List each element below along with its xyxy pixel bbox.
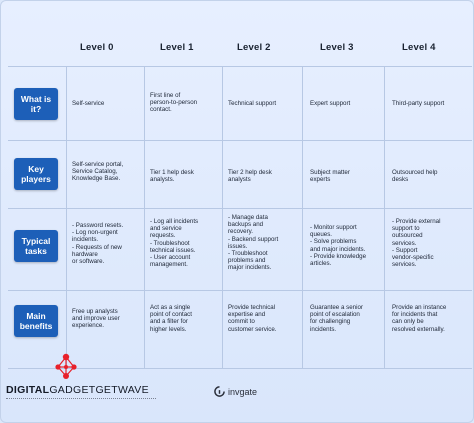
cell-players-level-3: Subject matter experts bbox=[310, 169, 350, 184]
row-divider bbox=[8, 290, 472, 291]
row-label-what-is-it: What is it? bbox=[14, 88, 58, 120]
cell-benefits-level-4: Provide an instance for incidents that can only be resolved externally. bbox=[392, 304, 447, 333]
column-divider bbox=[302, 66, 303, 368]
cell-benefits-level-1: Act as a single point of contact and a filter for higher levels. bbox=[150, 304, 192, 333]
cell-players-level-2: Tier 2 help desk analysts bbox=[228, 169, 272, 184]
row-divider bbox=[8, 140, 472, 141]
cell-what-level-0: Self-service bbox=[72, 100, 105, 107]
cell-what-level-1: First line of person-to-person contact. bbox=[150, 92, 198, 114]
column-header-level-3: Level 3 bbox=[320, 42, 354, 53]
cell-what-level-3: Expert support bbox=[310, 100, 351, 107]
column-divider bbox=[384, 66, 385, 368]
cell-players-level-4: Outsourced help desks bbox=[392, 169, 438, 184]
cell-tasks-level-1: - Log all incidents and service requests. - Troubleshoot technical issues. - User account management. bbox=[150, 218, 199, 269]
cell-players-level-0: Self-service portal, Service Catalog, Knowledge Base. bbox=[72, 161, 124, 183]
invgate-logo bbox=[214, 386, 257, 397]
row-label-typical-tasks: Typical tasks bbox=[14, 230, 58, 262]
cell-tasks-level-2: - Manage data backups and recovery. - Backend support issues. - Troubleshoot problems and major incidents. bbox=[228, 214, 279, 272]
column-divider bbox=[222, 66, 223, 368]
column-divider bbox=[144, 66, 145, 368]
invgate-mark-icon bbox=[214, 386, 225, 397]
column-divider bbox=[66, 66, 67, 368]
cell-what-level-2: Technical support bbox=[228, 100, 277, 107]
molecule-logo-icon bbox=[52, 352, 80, 382]
cell-tasks-level-3: - Monitor support queues. - Solve problems and major incidents. - Provide knowledge articles. bbox=[310, 224, 367, 268]
column-header-level-2: Level 2 bbox=[237, 42, 271, 53]
row-divider bbox=[8, 208, 472, 209]
invgate-wordmark: invgate bbox=[228, 386, 258, 397]
column-header-level-4: Level 4 bbox=[402, 42, 436, 53]
column-header-level-0: Level 0 bbox=[80, 42, 114, 53]
row-label-key-players: Key players bbox=[14, 158, 58, 190]
cell-tasks-level-4: - Provide external support to outsourced services. - Support vendor-specific services. bbox=[392, 218, 441, 269]
row-divider bbox=[8, 66, 472, 67]
column-header-level-1: Level 1 bbox=[160, 42, 194, 53]
cell-benefits-level-2: Provide technical expertise and commit to customer service. bbox=[228, 304, 277, 333]
cell-players-level-1: Tier 1 help desk analysts. bbox=[150, 169, 194, 184]
digitalgadgetwave-logo: DIGITALGADGETGETWAVE bbox=[6, 384, 149, 396]
cell-tasks-level-0: - Password resets. - Log non-urgent incidents. - Requests of new hardware or software. bbox=[72, 222, 124, 266]
cell-what-level-4: Third-party support bbox=[392, 100, 445, 107]
cell-benefits-level-0: Free up analysts and improve user experience. bbox=[72, 308, 120, 330]
logo-underline bbox=[6, 398, 156, 402]
row-label-main-benefits: Main benefits bbox=[14, 305, 58, 337]
cell-benefits-level-3: Guarantee a senior point of escalation for challenging incidents. bbox=[310, 304, 363, 333]
